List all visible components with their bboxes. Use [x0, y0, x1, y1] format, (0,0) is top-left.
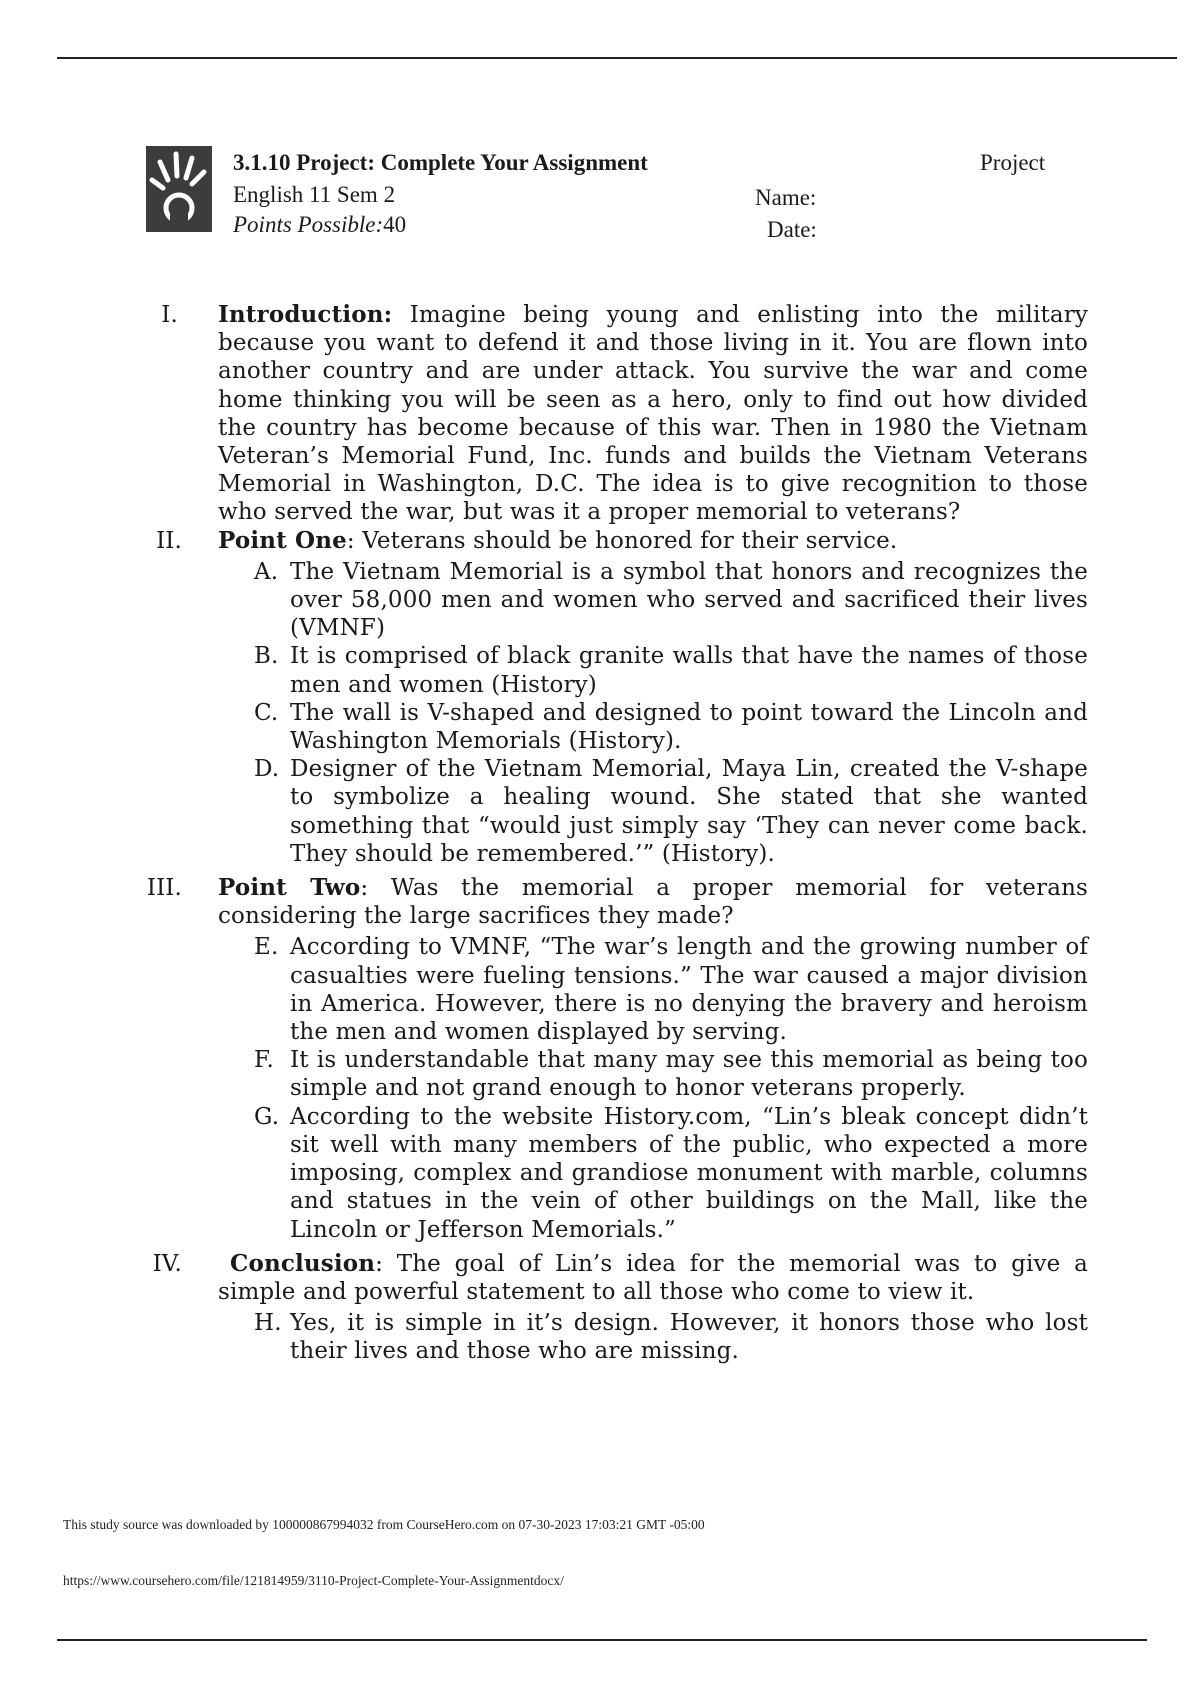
item-text: The Vietnam Memorial is a symbol that honors and recognizes the over 58,000 men and women who served and sacrificed their lives (VMNF): [290, 558, 1088, 642]
section-point-one: [0, 527, 1200, 555]
name-label: Name:: [755, 185, 817, 210]
item-letter: A.: [254, 558, 279, 585]
section-numeral: II.: [156, 527, 182, 554]
section-body: : The goal of Lin’s idea for the memorial was to give a simple and powerful statement to all those who come to view it.: [218, 1250, 1088, 1305]
item-letter: F.: [254, 1047, 274, 1074]
section-body: Imagine being young and enlisting into the military because you want to defend it and those living in it. You are flown into another country and are under attack. You survive the war and come home thinking you will be seen as a hero, only to find out how divided the country has become because of this war. Then in 1980 the Vietnam Veteran’s Memorial Fund, Inc. funds and builds the Vietnam Veterans Memorial in Washington, D.C. The idea is to give recognition to those who served the war, but was it a proper memorial to veterans?: [218, 302, 1088, 526]
item-text: It is comprised of black granite walls that have the names of those men and women (History): [290, 643, 1088, 698]
list-item: [254, 933, 1088, 1046]
item-letter: D.: [254, 756, 280, 783]
section-numeral: IV.: [152, 1250, 182, 1277]
section-text: [218, 301, 1088, 527]
section-text: [218, 1250, 1088, 1306]
list-item: [254, 642, 1088, 698]
section-numeral: III.: [146, 875, 182, 902]
date-label: Date:: [767, 217, 817, 242]
section-body: : Was the memorial a proper memorial for veterans considering the large sacrifices they made?: [218, 875, 1088, 930]
section-text: [218, 874, 1088, 930]
list-item: [254, 558, 1088, 643]
section-text: [218, 527, 1088, 555]
source-url[interactable]: https://www.coursehero.com/file/121814959/3110-Project-Complete-Your-Assignmentdocx/: [63, 1573, 564, 1588]
sun-logo-icon: [146, 146, 212, 232]
section-introduction: [0, 301, 1200, 527]
section-heading: Introduction:: [218, 301, 393, 328]
item-text: The wall is V-shaped and designed to point toward the Lincoln and Washington Memorials (History).: [290, 699, 1088, 755]
list-item: [254, 755, 1088, 868]
item-letter: B.: [254, 643, 279, 670]
download-source-note: This study source was downloaded by 100000867994032 from CourseHero.com on 07-30-2023 17:03:21 GMT -05:00: [63, 1517, 705, 1532]
essay-outline: [0, 301, 1200, 1366]
top-rule: [57, 57, 1177, 59]
points-value: 40: [383, 212, 407, 237]
item-letter: E.: [254, 934, 279, 961]
item-text: According to VMNF, “The war’s length and the growing number of casualties were fueling tensions.” The war caused a major division in America. However, there is no denying the bravery and heroism the men and women displayed by serving.: [290, 934, 1088, 1046]
item-text: Designer of the Vietnam Memorial, Maya Lin, created the V-shape to symbolize a healing wound. She stated that she wanted something that “would just simply say ‘They can never come back. They should be remembered.’” (History).: [290, 756, 1088, 867]
points-possible: [233, 209, 406, 241]
section-point-two: [0, 874, 1200, 930]
item-text: It is understandable that many may see this memorial as being too simple and not grand enough to honor veterans properly.: [290, 1047, 1088, 1102]
list-item: [254, 699, 1088, 755]
section-numeral: I.: [161, 302, 178, 328]
section-heading: Conclusion: [230, 1249, 376, 1277]
item-text: Yes, it is simple in it’s design. However, it honors those who lost their lives and those who are missing.: [290, 1310, 1088, 1365]
course-name: English 11 Sem 2: [233, 182, 396, 207]
list-item: [254, 1046, 1088, 1102]
section-heading: Point Two: [218, 874, 361, 902]
points-label: Points Possible:: [233, 212, 384, 237]
assignment-type: Project: [980, 150, 1046, 175]
list-item: [254, 1103, 1088, 1244]
item-letter: H.: [254, 1310, 282, 1337]
bottom-rule: [57, 1639, 1147, 1641]
item-letter: G.: [254, 1103, 280, 1130]
section-heading: Point One: [218, 526, 347, 554]
item-letter: C.: [254, 699, 279, 726]
assignment-title: 3.1.10 Project: Complete Your Assignment: [233, 150, 648, 175]
section-conclusion: [0, 1250, 1200, 1306]
item-text: According to the website History.com, “Lin’s bleak concept didn’t sit well with many members of the public, who expected a more imposing, complex and grandiose monument with marble, columns and statues in the vein of other buildings on the Mall, like the Lincoln or Jefferson Memorials.”: [290, 1103, 1088, 1243]
section-body: : Veterans should be honored for their service.: [346, 527, 898, 554]
list-item: [254, 1309, 1088, 1365]
